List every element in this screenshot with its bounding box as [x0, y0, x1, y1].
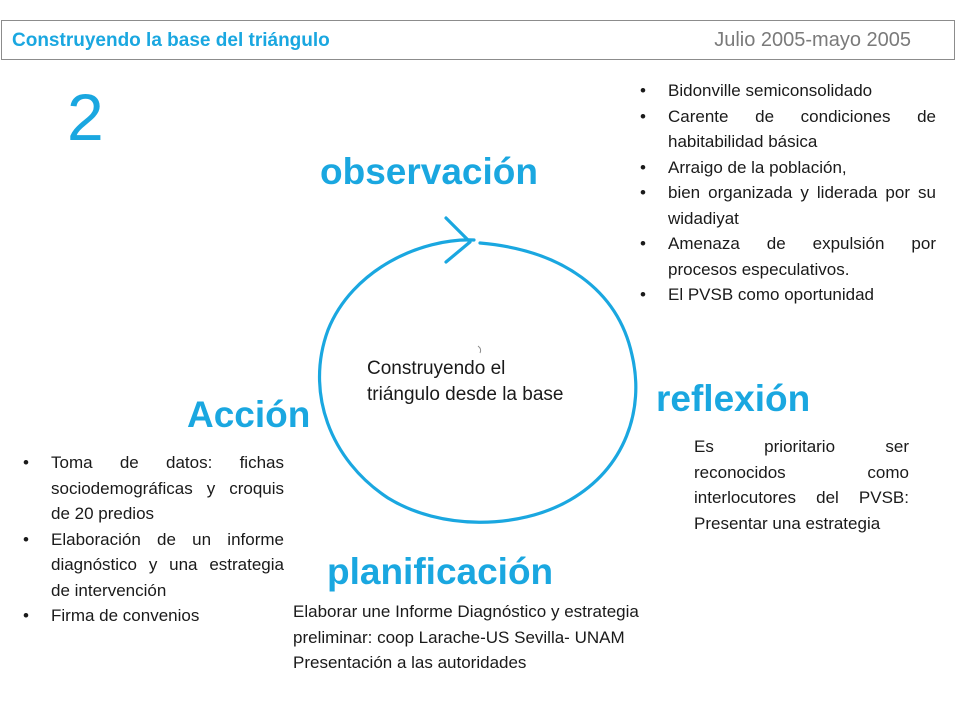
list-item: • El PVSB como oportunidad [636, 282, 936, 308]
planificacion-line: Presentación a las autoridades [293, 653, 527, 672]
stage-reflexion: reflexión [656, 378, 811, 419]
list-item: • Toma de datos: fichas sociodemográficas y croquis de 20 predios [19, 450, 284, 527]
observacion-list [636, 78, 936, 308]
list-item: • Arraigo de la población, [636, 155, 936, 181]
list-item: • bien organizada y liderada por su widadiyat [636, 180, 936, 231]
center-text-content: Construyendo el triángulo desde la base [367, 358, 564, 405]
planificacion-line: preliminar: coop Larache-US Sevilla- UNAM [293, 627, 625, 647]
header-date: Julio 2005-mayo 2005 [714, 29, 911, 51]
stage-observacion: observación [320, 151, 538, 192]
header-title: Construyendo la base del triángulo [12, 30, 330, 51]
list-item: • Firma de convenios [19, 603, 284, 629]
slide-number: 2 [67, 80, 104, 154]
planificacion-line: Elaborar une Informe Diagnóstico y estrategia [293, 602, 639, 621]
reflexion-text: Es prioritario ser reconocidos como interlocutores del PVSB: Presentar una estrategia [694, 437, 909, 533]
list-item: • Elaboración de un informe diagnóstico y una estrategia de intervención [19, 527, 284, 604]
list-item: • Bidonville semiconsolidado [636, 78, 936, 104]
list-item: • Amenaza de expulsión por procesos especulativos. [636, 231, 936, 282]
stage-planificacion: planificación [327, 551, 554, 592]
cycle-center-text [367, 356, 567, 408]
stage-accion: Acción [187, 394, 311, 435]
center-mark-icon [478, 346, 481, 353]
accion-list [19, 450, 284, 629]
planificacion-text [293, 599, 703, 676]
list-item: • Carente de condiciones de habitabilidad básica [636, 104, 936, 155]
